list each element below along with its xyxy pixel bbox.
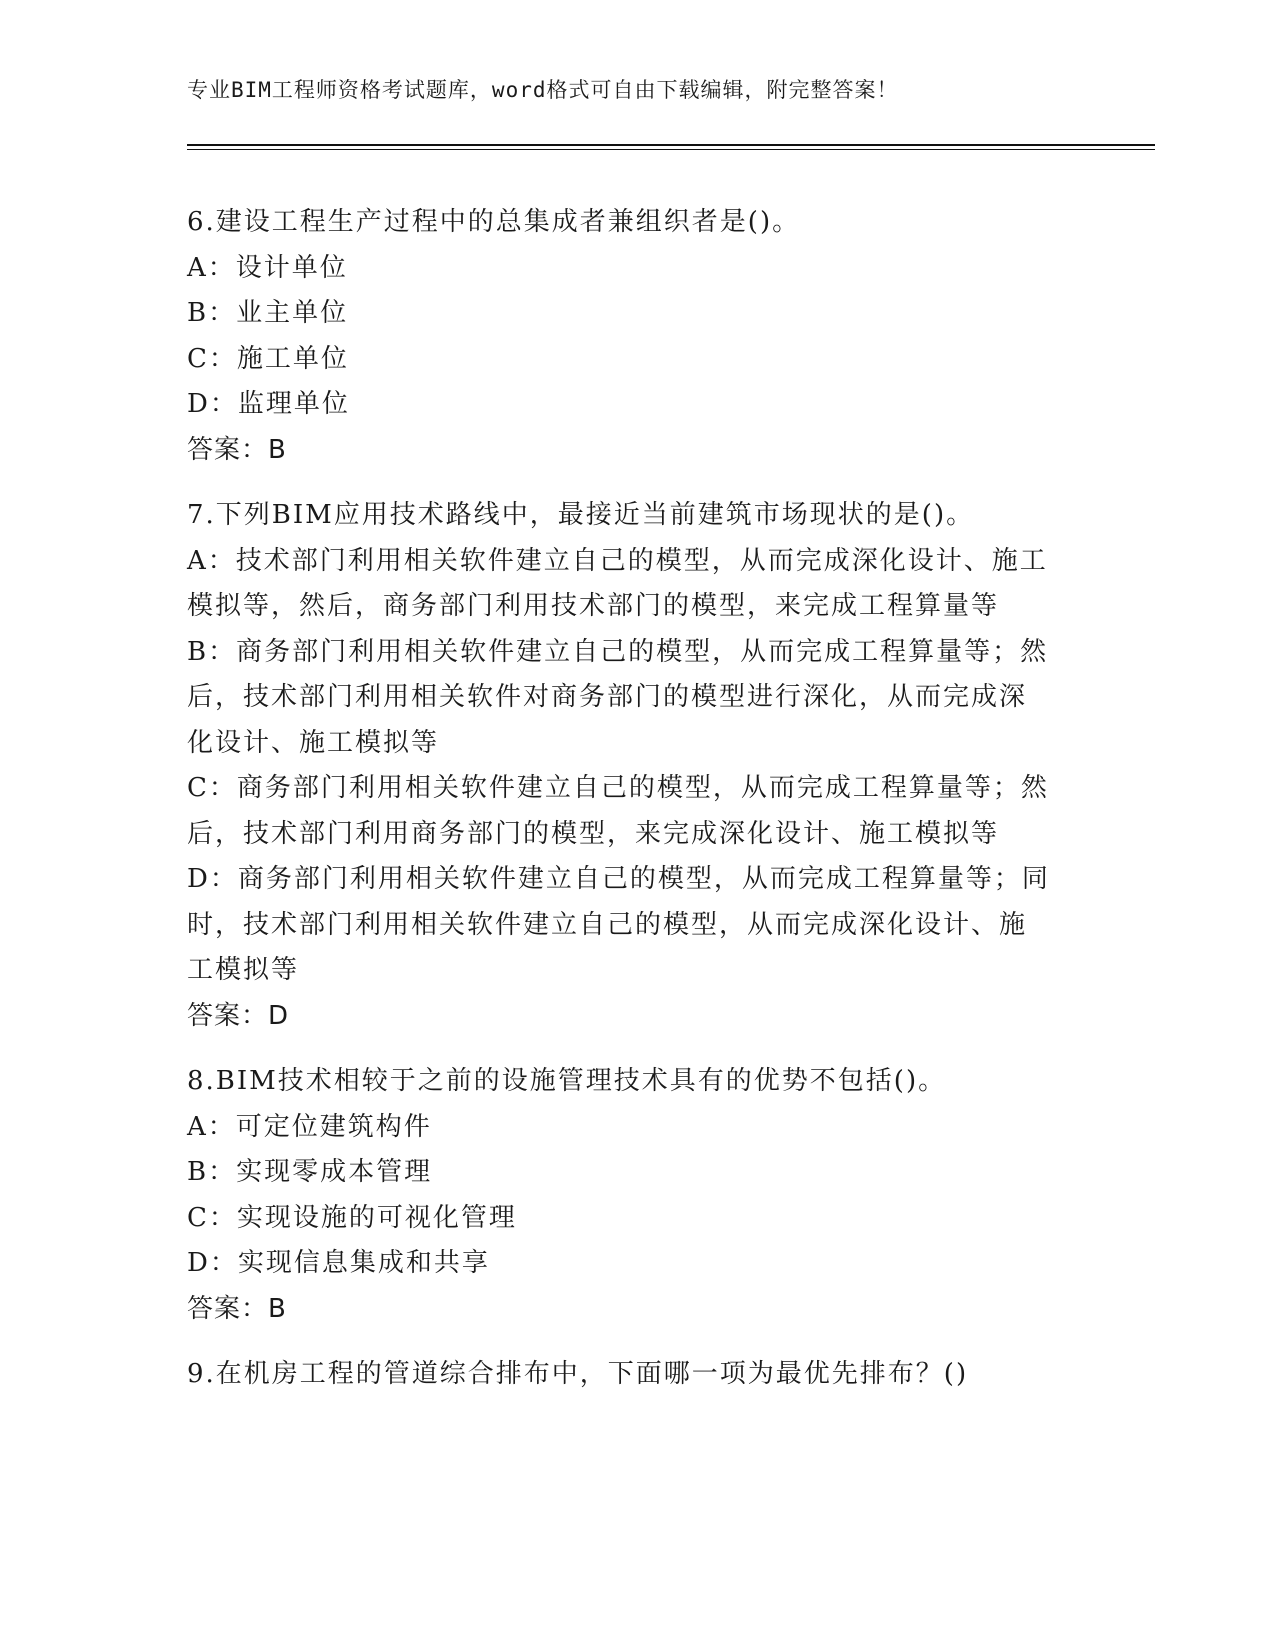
answer: 答案：B [187,1293,287,1324]
option-d: D：商务部门利用相关软件建立自己的模型，从而完成工程算量等；同 [187,864,1050,894]
option-d: D：监理单位 [187,389,350,419]
option-b-continued: 后，技术部门利用相关软件对商务部门的模型进行深化，从而完成深 [187,682,1028,712]
question-stem: 8.BIM技术相较于之前的设施管理技术具有的优势不包括()。 [187,1066,947,1096]
option-b: B：业主单位 [187,298,349,328]
question-6 [187,200,1067,473]
option-c: C：商务部门利用相关软件建立自己的模型，从而完成工程算量等；然 [187,773,1049,803]
option-d: D：实现信息集成和共享 [187,1248,490,1278]
option-d-continued: 时，技术部门利用相关软件建立自己的模型，从而完成深化设计、施 [187,909,1028,940]
option-c-continued: 后，技术部门利用商务部门的模型，来完成深化设计、施工模拟等 [187,818,1000,849]
option-a-continued: 模拟等，然后，商务部门利用技术部门的模型，来完成工程算量等 [187,591,1000,621]
option-a: A：可定位建筑构件 [187,1111,432,1142]
option-c: C：实现设施的可视化管理 [187,1202,517,1233]
option-b: B：商务部门利用相关软件建立自己的模型，从而完成工程算量等；然 [187,636,1049,667]
question-stem: 7.下列BIM应用技术路线中，最接近当前建筑市场现状的是()。 [187,500,975,530]
header-divider [187,144,1155,150]
page-header: 专业BIM工程师资格考试题库，word格式可自由下载编辑，附完整答案！ [187,78,899,102]
question-7 [187,493,1067,1039]
option-b-continued: 化设计、施工模拟等 [187,727,440,758]
question-stem: 9.在机房工程的管道综合排布中，下面哪一项为最优先排布？() [187,1359,969,1389]
option-a: A：设计单位 [187,252,348,283]
option-c: C：施工单位 [187,343,349,374]
option-b: B：实现零成本管理 [187,1157,433,1187]
question-9 [187,1352,1067,1398]
answer: 答案：D [187,1000,290,1031]
option-a: A：技术部门利用相关软件建立自己的模型，从而完成深化设计、施工 [187,545,1048,576]
option-d-continued: 工模拟等 [187,955,300,985]
question-stem: 6.建设工程生产过程中的总集成者兼组织者是()。 [187,207,801,237]
question-8 [187,1059,1067,1332]
question-list [187,200,1067,1418]
answer: 答案：B [187,434,287,465]
